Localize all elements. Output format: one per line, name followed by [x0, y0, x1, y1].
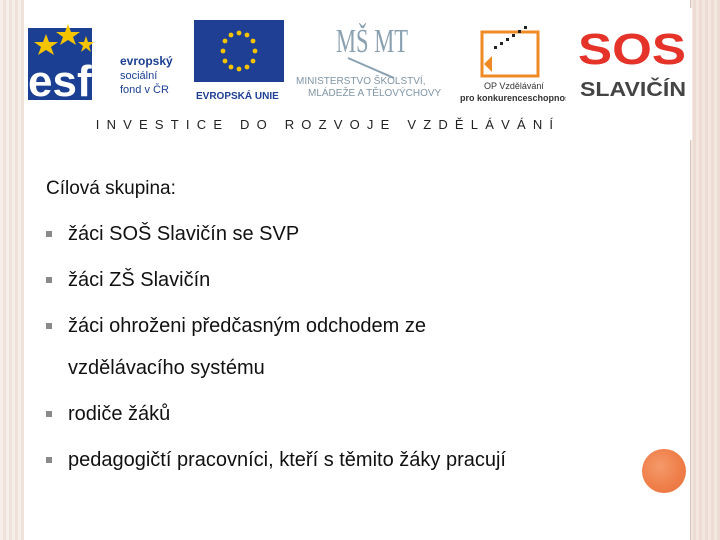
- esf-line2: sociální: [120, 70, 158, 82]
- list-item-text: žáci ohroženi předčasným odchodem ze: [68, 315, 426, 337]
- bullet-square-icon: [46, 457, 52, 463]
- bullet-square-icon: [46, 277, 52, 283]
- frame-right: [690, 0, 720, 540]
- op-line1: OP Vzdělávání: [484, 81, 544, 91]
- bullet-square-icon: [46, 231, 52, 237]
- msmt-line1: MINISTERSTVO ŠKOLSTVÍ,: [296, 76, 426, 87]
- msmt-line2: MLÁDEŽE A TĚLOVÝCHOVY: [308, 88, 442, 99]
- msmt-logo: [294, 14, 452, 104]
- msmt-mark: MŠ MT: [336, 23, 445, 60]
- frame-left: [0, 0, 24, 540]
- bullet-square-icon: [46, 411, 52, 417]
- list-item: [46, 448, 646, 472]
- op-line2: pro konkurenceschopnost: [460, 93, 566, 103]
- decorative-orange-circle: [642, 449, 686, 493]
- eu-label: EVROPSKÁ UNIE: [196, 91, 279, 102]
- sos-town-text: SLAVIČÍN: [580, 79, 672, 101]
- section-heading: Cílová skupina:: [46, 178, 176, 199]
- list-item-text: pedagogičtí pracovníci, kteří s těmito žáky pracují: [68, 449, 506, 471]
- bullet-list: [46, 222, 646, 472]
- list-item: [46, 222, 646, 246]
- list-item-text: rodiče žáků: [68, 403, 171, 425]
- esf-logo: [28, 16, 188, 104]
- list-item-continuation: vzdělávacího systému: [68, 357, 265, 379]
- list-item: [46, 402, 646, 426]
- eu-logo: [192, 18, 288, 104]
- sos-big-text: SOS: [578, 25, 686, 74]
- esf-line1: evropský: [120, 54, 173, 68]
- esf-big-text: esf: [28, 57, 92, 104]
- esf-line3: fond v ČR: [120, 84, 169, 96]
- sos-slavicin-logo: [574, 16, 692, 106]
- bullet-square-icon: [46, 323, 52, 329]
- esf-logo-graphic: [28, 16, 188, 104]
- msmt-logo-graphic: [294, 14, 452, 104]
- op-logo-graphic: [454, 16, 566, 106]
- list-item-text: žáci SOŠ Slavičín se SVP: [68, 223, 300, 245]
- tagline: INVESTICE DO ROZVOJE VZDĚLÁVÁNÍ: [95, 117, 561, 132]
- list-item: [46, 314, 646, 380]
- logo-banner: [28, 8, 692, 140]
- list-item-text: žáci ZŠ Slavičín: [68, 269, 211, 291]
- list-item: [46, 268, 646, 292]
- eu-flag-icon: [192, 18, 288, 104]
- op-logo: [454, 16, 566, 106]
- sos-logo-graphic: [574, 16, 692, 106]
